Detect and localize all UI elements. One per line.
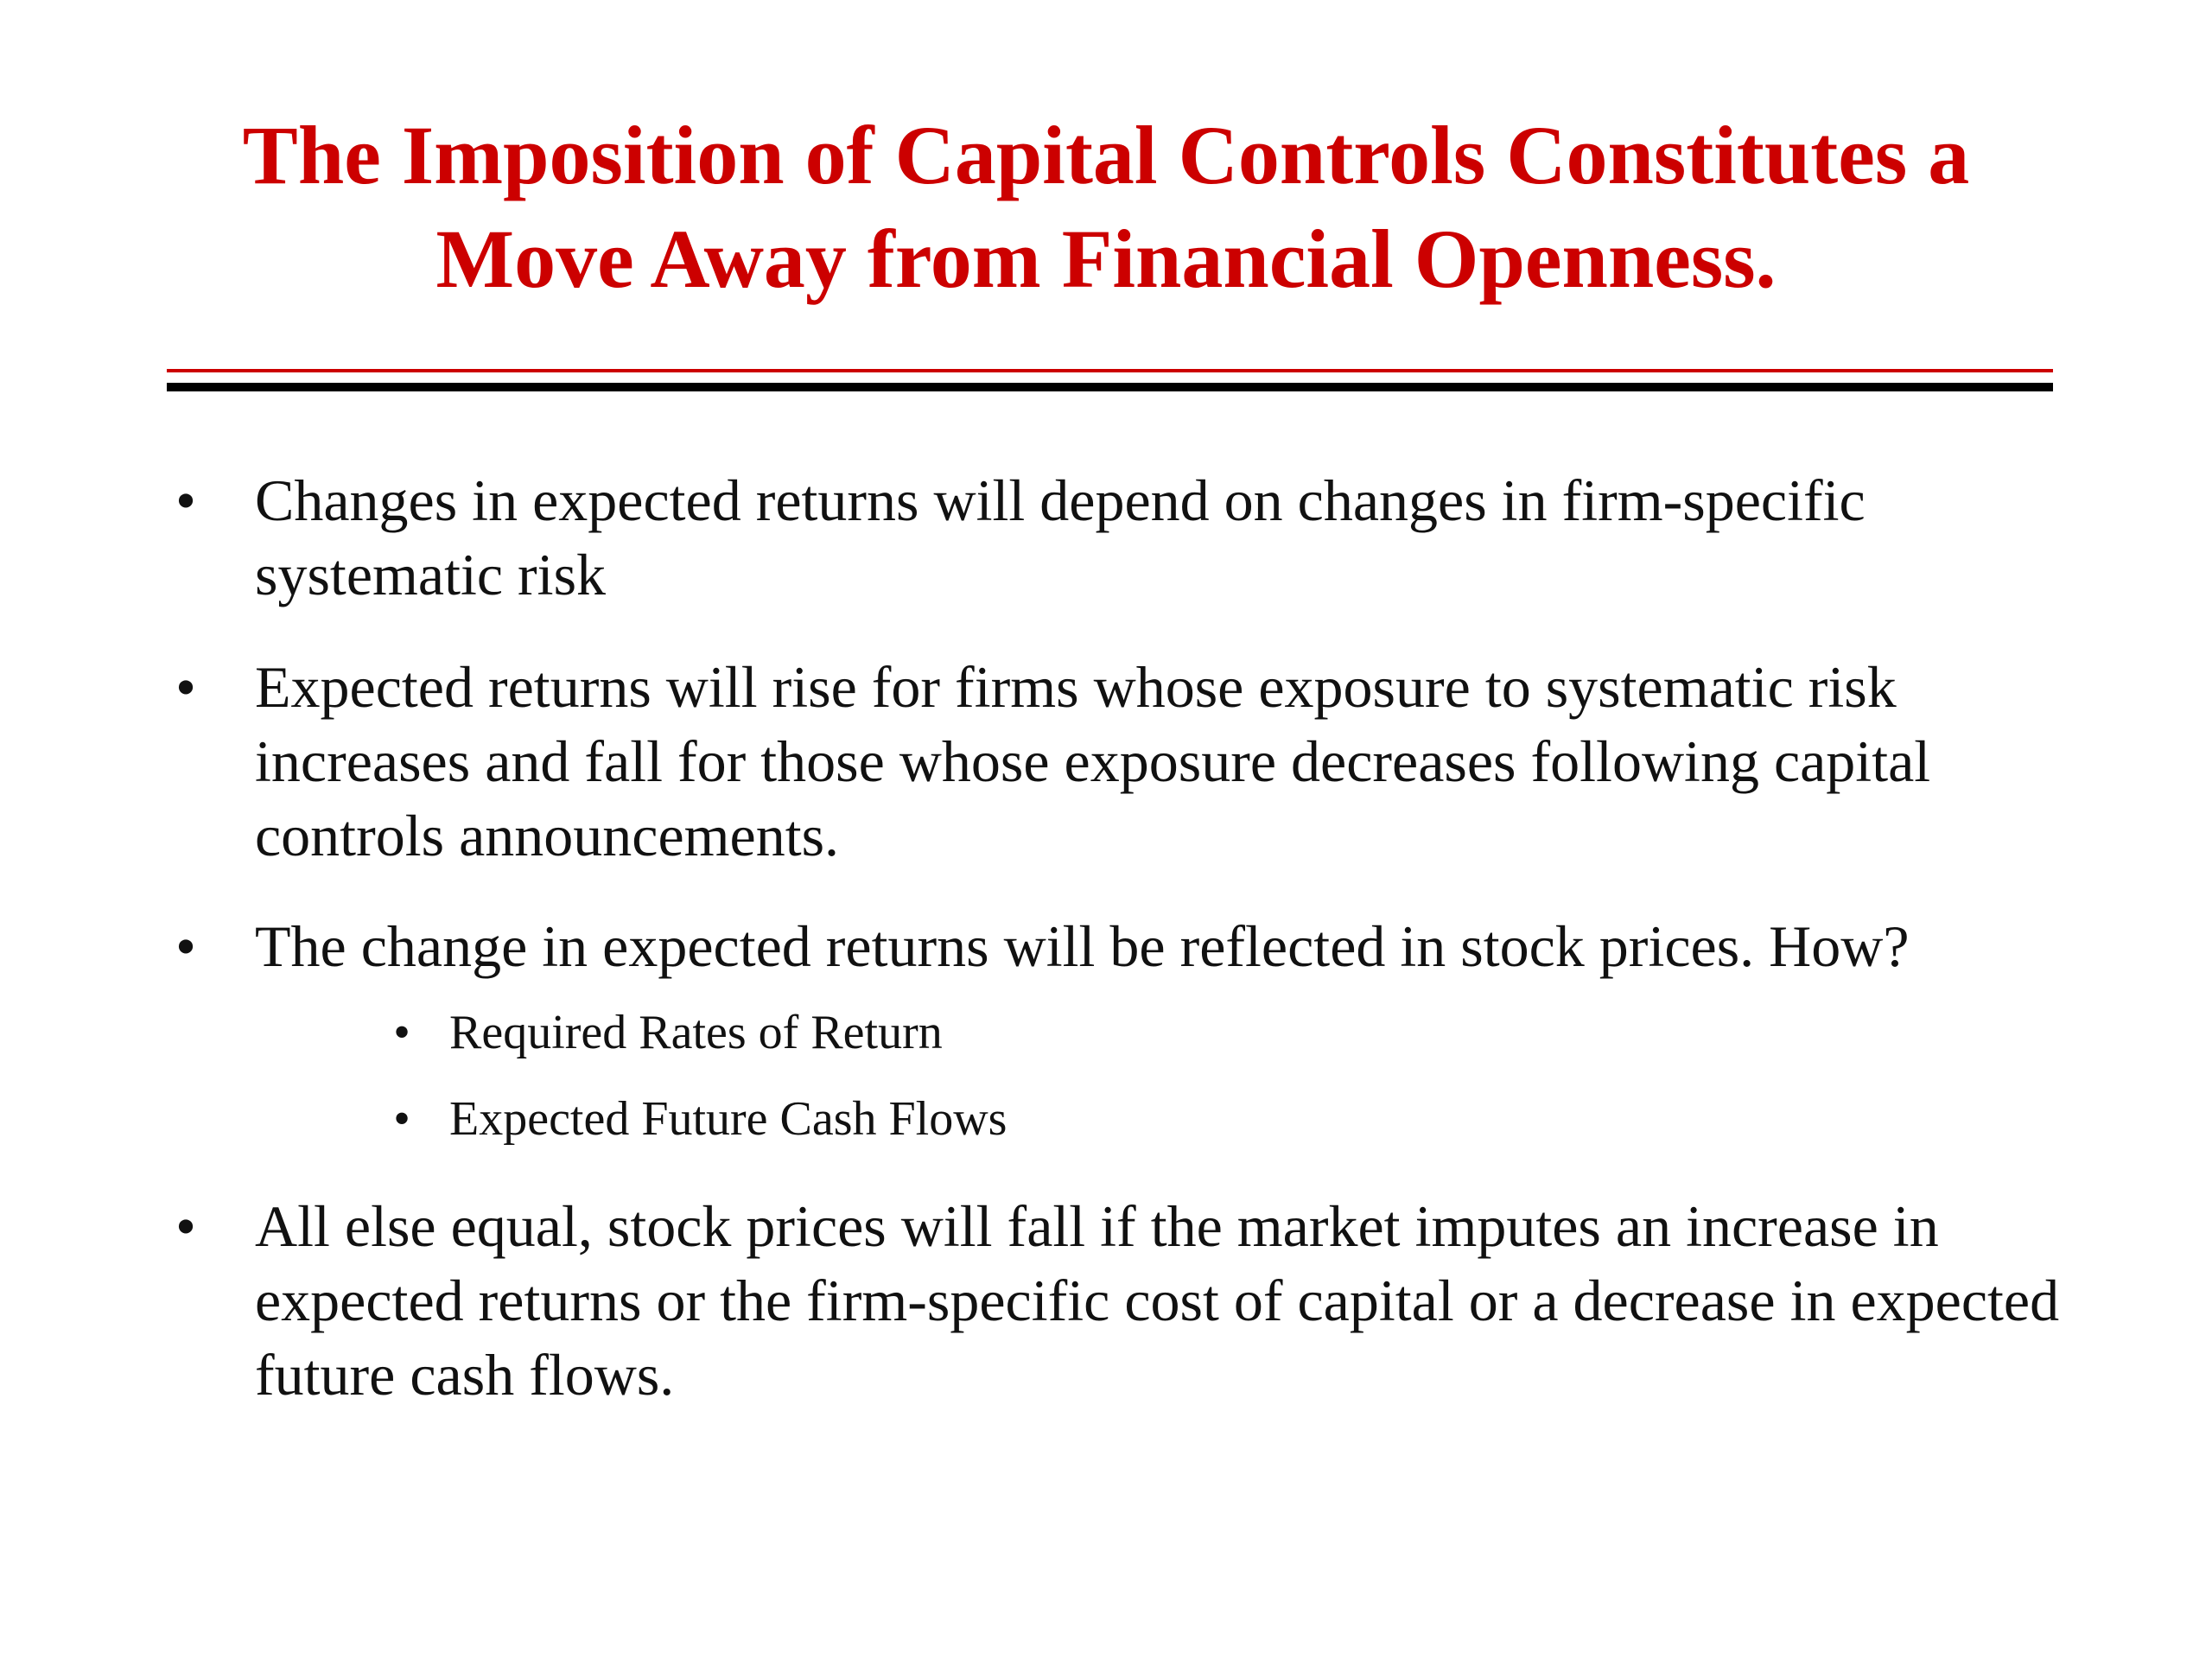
sub-bullet-item-1-text: Required Rates of Return	[449, 1006, 943, 1059]
bullet-dot: •	[175, 654, 196, 720]
bullet-dot: •	[175, 467, 196, 533]
bullet-dot: •	[175, 1193, 196, 1259]
sub-bullet-item-2	[393, 1089, 2005, 1149]
bullet-item-1-line-2: systematic risk	[255, 542, 607, 607]
sub-bullet-item-2-text: Expected Future Cash Flows	[449, 1092, 1007, 1146]
bullet-item-3-line-1: The change in expected returns will be reflected in stock prices. How?	[255, 913, 1910, 979]
slide-title-line-1: The Imposition of Capital Controls Constitutes a	[242, 109, 1970, 201]
bullet-item-4-line-1: All else equal, stock prices will fall if the market imputes an increase in	[255, 1193, 1939, 1259]
sub-bullet-dot: •	[393, 1092, 410, 1146]
sub-bullet-dot: •	[393, 1006, 410, 1059]
sub-bullet-item-1	[393, 1002, 2005, 1063]
bullet-item-4-line-3: future cash flows.	[255, 1342, 675, 1408]
bullet-dot: •	[175, 913, 196, 979]
bullet-item-2-line-1: Expected returns will rise for firms whose exposure to systematic risk	[255, 654, 1897, 720]
bullet-item-4	[175, 1189, 2130, 1412]
bullet-item-4-line-2: expected returns or the firm-specific cost of capital or a decrease in expected	[255, 1268, 2060, 1333]
bullet-item-3	[175, 909, 2130, 983]
bullet-item-2-line-2: increases and fall for those whose exposure decreases following capital	[255, 728, 1931, 794]
bullet-item-1-line-1: Changes in expected returns will depend on changes in firm-specific	[255, 467, 1866, 533]
bullet-item-1	[175, 463, 2130, 612]
bullet-item-2-line-3: controls announcements.	[255, 803, 840, 868]
slide-title-line-2: Move Away from Financial Openness.	[435, 213, 1777, 305]
bullet-item-2	[175, 650, 2130, 873]
